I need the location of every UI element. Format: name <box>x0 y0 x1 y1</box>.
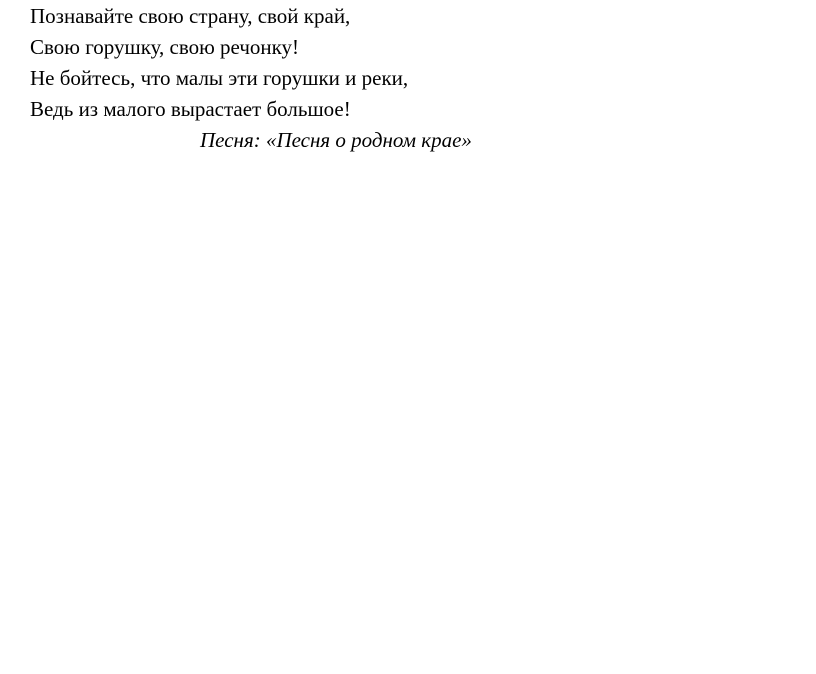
poem-line: Свою горушку, свою речонку! <box>30 35 300 59</box>
poem-block <box>30 0 790 156</box>
song-attribution: Песня: «Песня о родном крае» <box>200 128 472 152</box>
poem-line: Не бойтесь, что малы эти горушки и реки, <box>30 66 409 90</box>
poem-line: Ведь из малого вырастает большое! <box>30 97 351 121</box>
poem-line: Познавайте свою страну, свой край, <box>30 4 351 28</box>
